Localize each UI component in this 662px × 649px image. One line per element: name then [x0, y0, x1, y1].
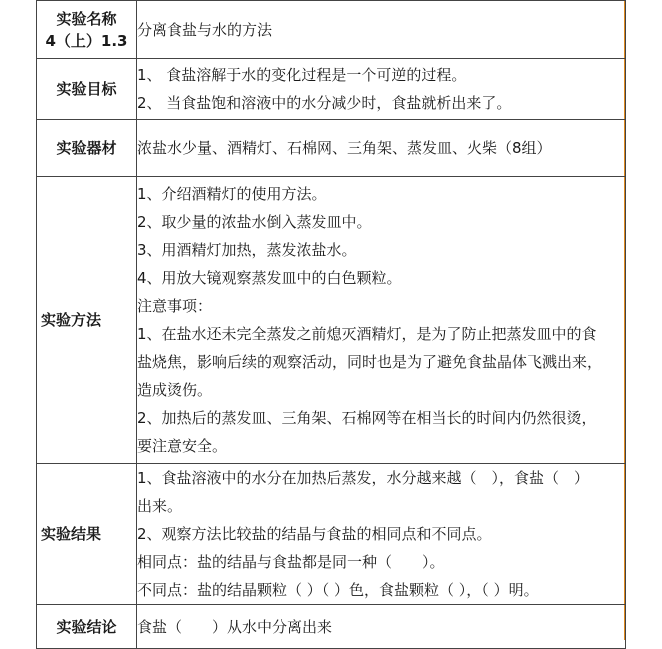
method-line: 1、介绍酒精灯的使用方法。 — [137, 185, 327, 203]
label-experiment-equipment: 实验器材 — [37, 120, 137, 177]
row-experiment-method — [37, 177, 626, 464]
row-experiment-goal — [37, 59, 626, 120]
experiment-result-content — [137, 464, 626, 605]
method-line: 2、加热后的蒸发皿、三角架、石棉网等在相当长的时间内仍然很烫， — [137, 409, 597, 427]
method-line: 盐烧焦，影响后续的观察活动，同时也是为了避免食盐晶体飞溅出来， — [137, 353, 603, 371]
label-experiment-goal: 实验目标 — [37, 59, 137, 120]
label-experiment-conclusion: 实验结论 — [37, 605, 137, 649]
method-line: 1、在盐水还未完全蒸发之前熄灭酒精灯，是为了防止把蒸发皿中的食 — [137, 325, 597, 343]
experiment-goal-content — [137, 59, 626, 120]
result-line: 2、观察方法比较盐的结晶与食盐的相同点和不同点。 — [137, 525, 492, 543]
method-line: 要注意安全。 — [137, 437, 228, 455]
method-notes-heading: 注意事项： — [137, 297, 213, 315]
result-line: 1、食盐溶液中的水分在加热后蒸发，水分越来越（ ），食盐（ ） — [137, 469, 590, 487]
label-name-line1: 实验名称 — [56, 9, 117, 28]
label-experiment-name — [37, 1, 137, 59]
row-experiment-name — [37, 1, 626, 59]
method-line: 造成烫伤。 — [137, 381, 213, 399]
goal-line: 2、 当食盐饱和溶液中的水分减少时，食盐就析出来了。 — [137, 94, 512, 112]
row-experiment-equipment — [37, 120, 626, 177]
result-line: 不同点：盐的结晶颗粒（ ）（ ）色，食盐颗粒（ ），（ ）明。 — [137, 581, 539, 599]
label-experiment-method: 实验方法 — [37, 177, 137, 464]
experiment-equipment-value: 浓盐水少量、酒精灯、石棉网、三角架、蒸发皿、火柴（8组） — [137, 120, 626, 177]
experiment-name-value: 分离食盐与水的方法 — [137, 1, 626, 59]
goal-line: 1、 食盐溶解于水的变化过程是一个可逆的过程。 — [137, 66, 467, 84]
label-name-line2: 4（上）1.3 — [45, 31, 128, 50]
experiment-conclusion-value: 食盐（ ）从水中分离出来 — [137, 605, 626, 649]
label-experiment-result: 实验结果 — [37, 464, 137, 605]
experiment-table — [36, 0, 626, 649]
method-line: 4、用放大镜观察蒸发皿中的白色颗粒。 — [137, 269, 402, 287]
result-line: 出来。 — [137, 497, 183, 515]
method-line: 2、取少量的浓盐水倒入蒸发皿中。 — [137, 213, 372, 231]
method-line: 3、用酒精灯加热，蒸发浓盐水。 — [137, 241, 357, 259]
experiment-method-content — [137, 177, 626, 464]
row-experiment-conclusion — [37, 605, 626, 649]
result-line: 相同点：盐的结晶与食盐都是同一种（ ）。 — [137, 553, 445, 571]
row-experiment-result — [37, 464, 626, 605]
